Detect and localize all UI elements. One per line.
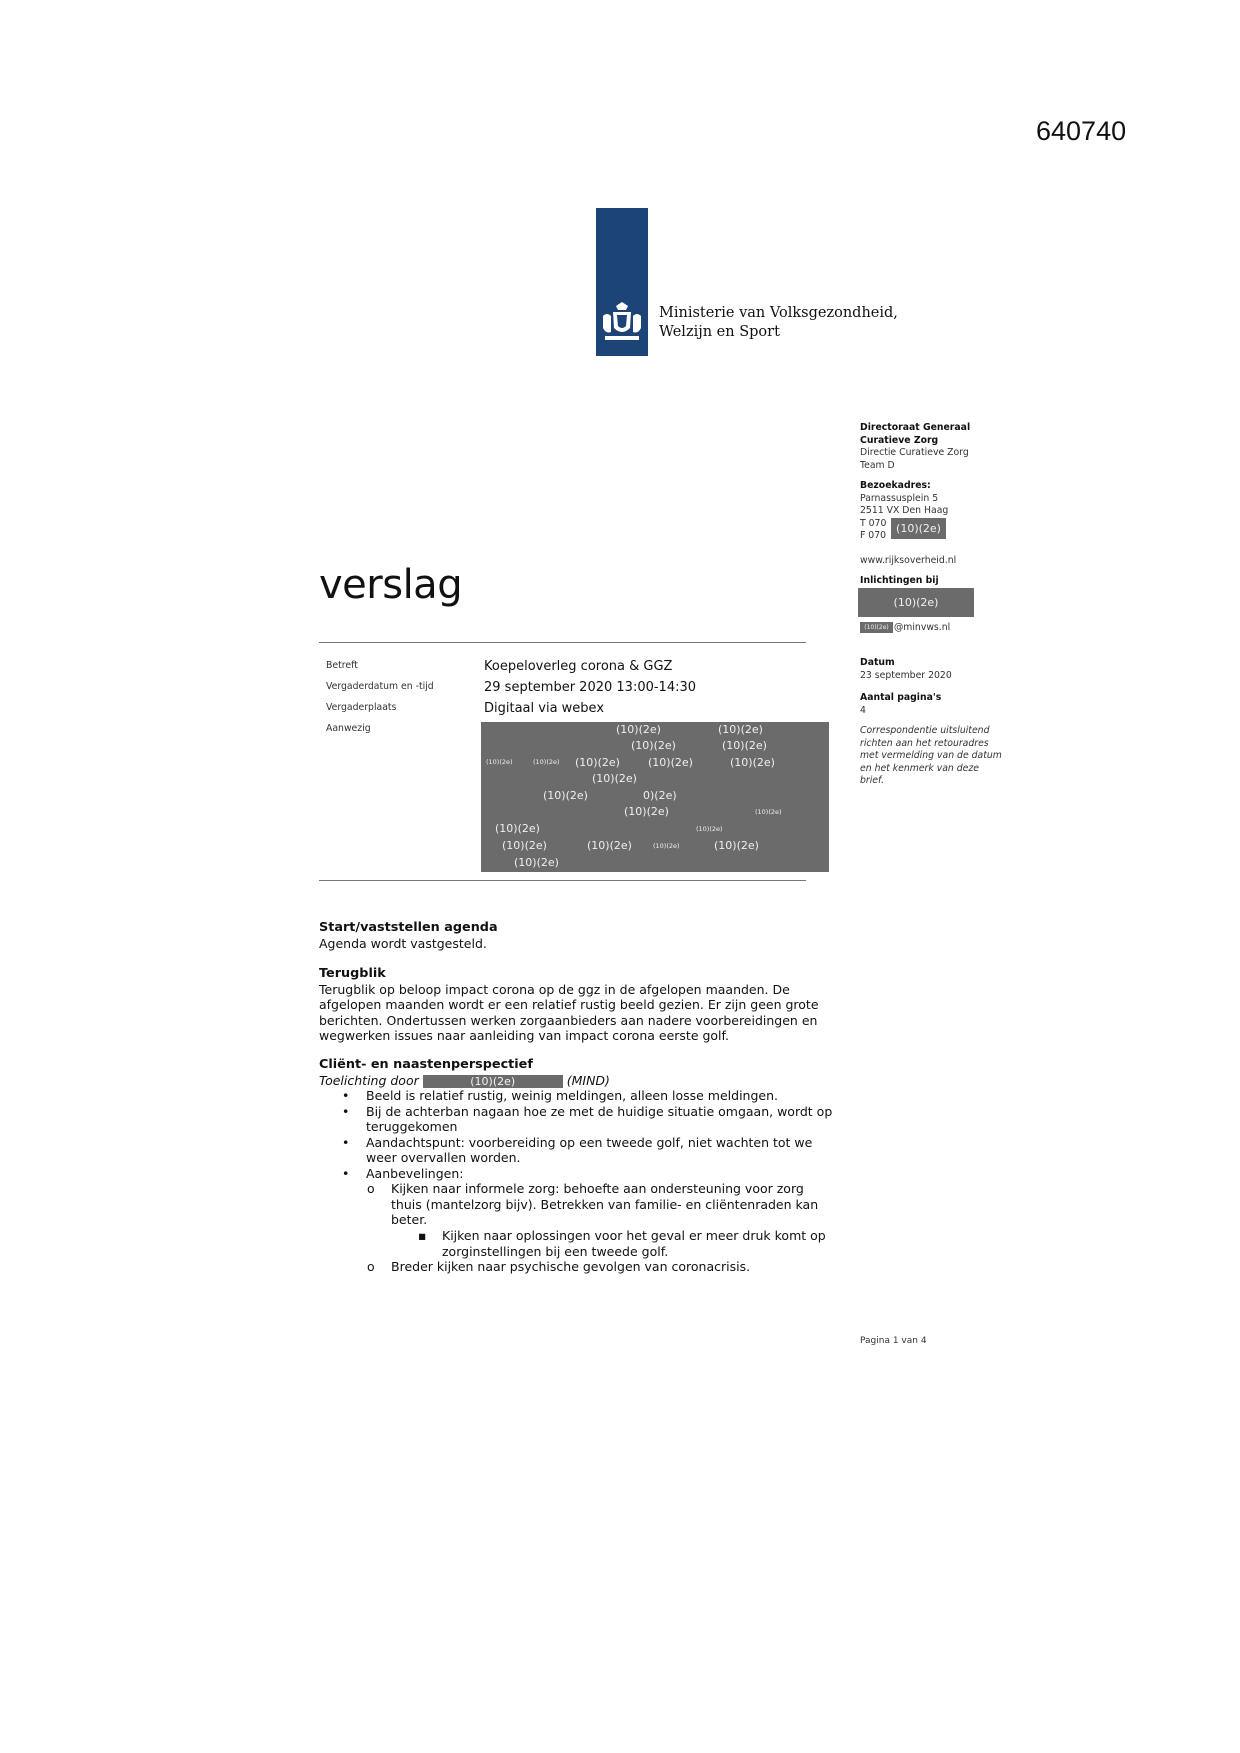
- sub-sub-list-item-continuation: zorginstellingen bij een tweede golf.: [442, 1243, 669, 1259]
- attendee-redaction: (10)(2e): [631, 739, 676, 752]
- text-line: afgelopen maanden wordt er een relatief rustig beeld gezien. Er zijn geen grote: [319, 997, 819, 1013]
- inlichtingen-label: Inlichtingen bij: [860, 575, 939, 586]
- note-line: met vermelding van de datum: [860, 750, 1002, 761]
- list-item-continuation: teruggekomen: [366, 1119, 458, 1135]
- list-item-text: Bij de achterban nagaan hoe ze met de huidige situatie omgaan, wordt op: [366, 1103, 833, 1119]
- pages-value: 4: [860, 704, 866, 716]
- date-block: [860, 657, 952, 682]
- vergaderdatum-value: 29 september 2020 13:00-14:30: [484, 680, 697, 695]
- bullet-icon: •: [342, 1165, 350, 1181]
- sub-sub-list: [418, 1228, 867, 1259]
- attendee-redaction: (10)(2e): [495, 822, 540, 835]
- email-redaction: (10)(2e): [860, 622, 893, 633]
- attendee-redaction: (10)(2e): [575, 756, 620, 769]
- toelichting-line: [319, 1073, 859, 1089]
- pages-label: Aantal pagina's: [860, 692, 942, 703]
- text-line: Terugblik op beloop impact corona op de ggz in de afgelopen maanden. De: [319, 981, 790, 997]
- datum-label: Datum: [860, 657, 895, 668]
- attendee-redaction: (10)(2e): [514, 856, 559, 869]
- sub-sub-list-item: [418, 1228, 867, 1244]
- toelichting-label: Toelichting door: [319, 1072, 419, 1088]
- attendee-redaction: (10)(2e): [718, 723, 763, 736]
- fax: F 070: [860, 530, 887, 541]
- organisation: (MIND): [566, 1072, 610, 1088]
- aanwezig-label: Aanwezig: [326, 723, 371, 734]
- section-terugblik: [319, 966, 859, 1044]
- list-item: [342, 1165, 866, 1182]
- sub-list-item: [367, 1259, 866, 1275]
- divider-top: [319, 642, 806, 643]
- attendee-redaction: (10)(2e): [755, 808, 782, 816]
- datum-value: 23 september 2020: [860, 669, 952, 681]
- attendee-redaction: (10)(2e): [592, 772, 637, 785]
- ministry-name: [659, 304, 898, 342]
- attendee-redaction: (10)(2e): [648, 756, 693, 769]
- list-item: [342, 1103, 866, 1120]
- note-line: brief.: [860, 775, 885, 786]
- section-text: Agenda wordt vastgesteld.: [319, 935, 487, 951]
- attendee-redaction: (10)(2e): [624, 805, 669, 818]
- list-item-continuation: weer overvallen worden.: [366, 1150, 521, 1166]
- list-item: [342, 1088, 866, 1104]
- list-item-text: Beeld is relatief rustig, weinig meldingen, alleen losse meldingen.: [366, 1088, 778, 1103]
- sub-list-2: [367, 1259, 866, 1275]
- website: www.rijksoverheid.nl: [860, 555, 957, 566]
- sub-list-item-continuation: beter.: [391, 1212, 428, 1228]
- pages-block: [860, 692, 941, 717]
- attendee-redaction: (10)(2e): [587, 839, 632, 852]
- ministry-name-line2: Welzijn en Sport: [659, 324, 780, 340]
- text-line: berichten. Ondertussen werken zorgaanbieders aan nadere voorbereidingen en: [319, 1012, 818, 1028]
- square-bullet-icon: ▪: [418, 1228, 427, 1243]
- attendee-redaction: (10)(2e): [533, 758, 560, 766]
- dg-line1: Directoraat Generaal: [860, 422, 971, 433]
- speaker-redaction: (10)(2e): [423, 1075, 563, 1088]
- note-line: Correspondentie uitsluitend: [860, 725, 990, 736]
- text-line: wegwerken issues naar aanleiding van impact corona eerste golf.: [319, 1028, 729, 1044]
- document-title: verslag: [319, 562, 463, 608]
- document-number: 640740: [1036, 116, 1127, 146]
- dg-line2: Curatieve Zorg: [860, 434, 939, 446]
- attendee-redaction: (10)(2e): [653, 842, 680, 850]
- sub-list: [367, 1181, 866, 1228]
- coat-of-arms-icon: [599, 300, 645, 344]
- list-item: [342, 1134, 866, 1151]
- vergaderplaats-label: Vergaderplaats: [326, 702, 397, 713]
- list-item-text: Kijken naar informele zorg: behoefte aan ondersteuning voor zorg: [391, 1181, 804, 1196]
- bullet-icon: •: [342, 1134, 350, 1150]
- attendee-redaction: (10)(2e): [722, 739, 767, 752]
- attendee-redaction: 0)(2e): [643, 789, 677, 802]
- directie: Directie Curatieve Zorg: [860, 447, 969, 458]
- city: 2511 VX Den Haag: [860, 505, 949, 516]
- bullet-icon: •: [342, 1088, 350, 1103]
- attendee-redaction: (10)(2e): [486, 758, 513, 766]
- circle-bullet-icon: o: [367, 1259, 375, 1274]
- ministry-name-line1: Ministerie van Volksgezondheid,: [659, 305, 898, 321]
- team: Team D: [860, 459, 895, 471]
- vergaderdatum-label: Vergaderdatum en -tijd: [326, 681, 434, 692]
- page-number: Pagina 1 van 4: [860, 1336, 927, 1346]
- bullet-icon: •: [342, 1103, 350, 1119]
- section-heading: Cliënt- en naastenperspectief: [319, 1057, 533, 1072]
- attendee-redaction: (10)(2e): [616, 723, 661, 736]
- attendee-redaction: (10)(2e): [730, 756, 775, 769]
- section-client-perspectief: [319, 1057, 859, 1088]
- sub-list-item-continuation: thuis (mantelzorg bijv). Betrekken van familie- en cliëntenraden kan: [391, 1196, 819, 1212]
- circle-bullet-icon: o: [367, 1181, 375, 1196]
- telephone: T 070: [860, 517, 887, 529]
- betreft-value: Koepeloverleg corona & GGZ: [484, 659, 673, 674]
- note-line: en het kenmerk van deze: [860, 762, 979, 774]
- list-item-text: Kijken naar oplossingen voor het geval er meer druk komt op: [442, 1228, 826, 1243]
- section-heading: Start/vaststellen agenda: [319, 920, 498, 935]
- divider-bottom: [319, 880, 806, 881]
- vergaderplaats-value: Digitaal via webex: [484, 701, 605, 716]
- betreft-label: Betreft: [326, 660, 358, 671]
- section-agenda: [319, 920, 859, 951]
- list-item-text: Aanbevelingen:: [366, 1165, 464, 1181]
- inlichtingen-redaction: (10)(2e): [858, 588, 974, 617]
- correspondence-note: [860, 725, 1002, 788]
- attendee-redaction: (10)(2e): [714, 839, 759, 852]
- bezoekadres-label: Bezoekadres:: [860, 480, 931, 491]
- note-line: richten aan het retouradres: [860, 737, 989, 749]
- phone-redaction: (10)(2e): [891, 518, 946, 539]
- attendee-redaction: (10)(2e): [543, 789, 588, 802]
- attendee-redaction-block: [481, 722, 829, 872]
- email-domain: @minvws.nl: [894, 622, 951, 633]
- attendee-redaction: (10)(2e): [502, 839, 547, 852]
- section-heading: Terugblik: [319, 966, 386, 981]
- sender-block: [860, 422, 970, 472]
- bullet-list: [342, 1088, 866, 1182]
- list-item-text: Aandachtspunt: voorbereiding op een tweede golf, niet wachten tot we: [366, 1134, 813, 1150]
- attendee-redaction: (10)(2e): [696, 825, 723, 833]
- street: Parnassusplein 5: [860, 492, 939, 504]
- list-item-text: Breder kijken naar psychische gevolgen van coronacrisis.: [391, 1259, 751, 1274]
- sub-list-item: [367, 1181, 866, 1197]
